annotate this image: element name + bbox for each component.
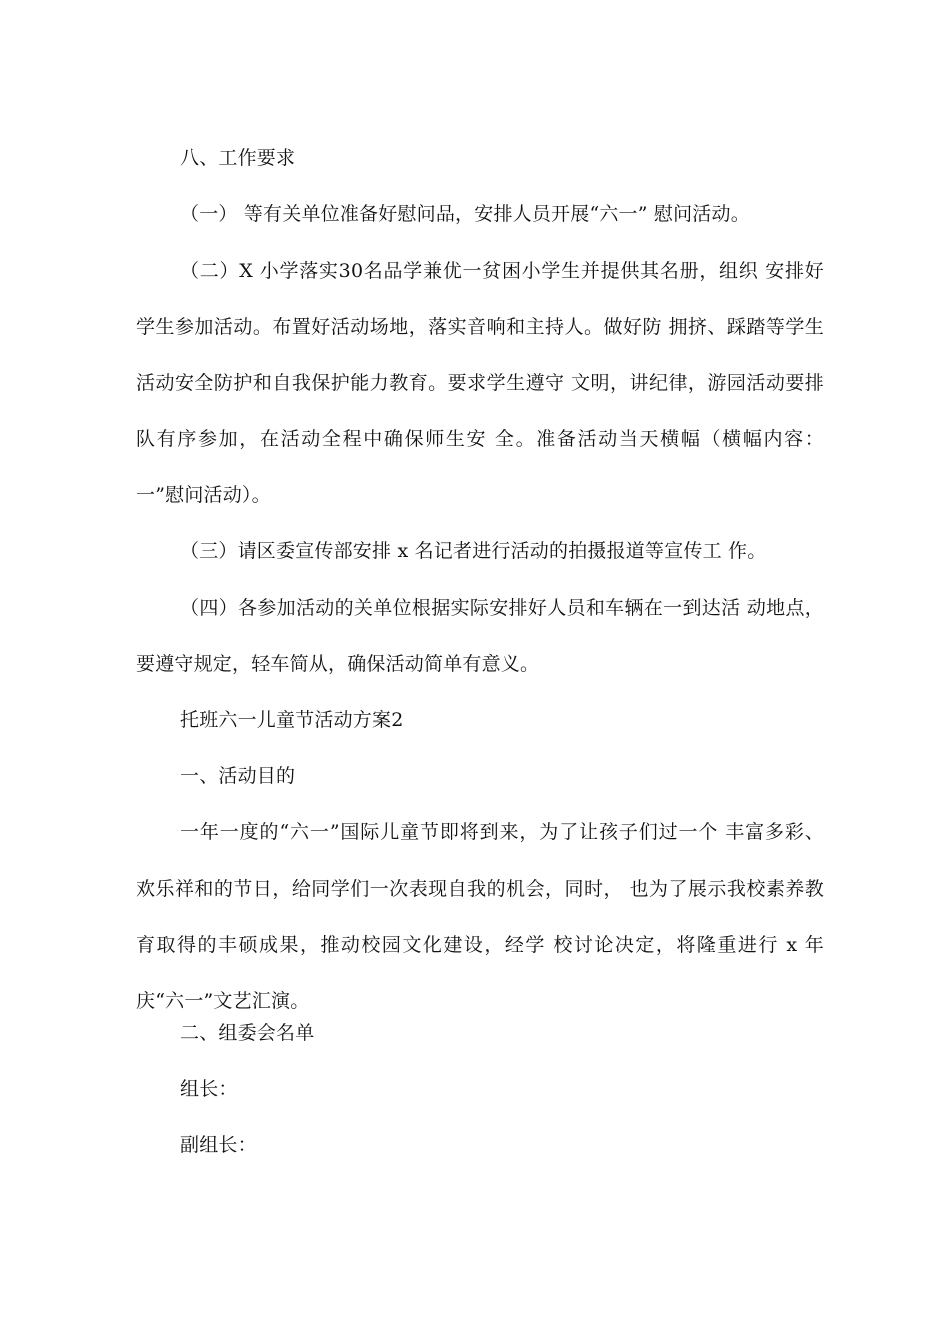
paragraph-line: 活动安全防护和自我保护能力教育。要求学生遵守 文明，讲纪律，游园活动要排	[136, 372, 824, 394]
paragraph-line: （三）请区委宣传部安排 x 名记者进行活动的拍摄报道等宣传工 作。	[180, 540, 767, 562]
committee-deputy-leader-label: 副组长：	[180, 1134, 257, 1156]
section-heading-committee: 二、组委会名单	[180, 1022, 315, 1044]
section-heading-purpose: 一、活动目的	[180, 765, 296, 787]
paragraph-line: 庆“六一”文艺汇演。	[136, 990, 310, 1012]
document-title: 托班六一儿童节活动方案2	[180, 709, 404, 731]
paragraph-line: 一”慰问活动）。	[136, 484, 271, 506]
section-heading-work-requirements: 八、工作要求	[180, 147, 296, 169]
paragraph-line: 一年一度的“六一”国际儿童节即将到来，为了让孩子们过一个 丰富多彩、	[180, 821, 824, 843]
paragraph-line: 要遵守规定，轻车简从，确保活动简单有意义。	[136, 653, 540, 675]
paragraph-line: 育取得的丰硕成果，推动校园文化建设，经学 校讨论决定，将隆重进行 x 年	[136, 934, 824, 956]
committee-leader-label: 组长：	[180, 1078, 238, 1100]
paragraph-line: 学生参加活动。布置好活动场地，落实音响和主持人。做好防 拥挤、踩踏等学生	[136, 316, 824, 338]
paragraph-line: （四）各参加活动的关单位根据实际安排好人员和车辆在一到达活 动地点，	[180, 597, 824, 619]
paragraph-line: 欢乐祥和的节日，给同学们一次表现自我的机会，同时， 也为了展示我校素养教	[136, 878, 824, 900]
paragraph-line: 队有序参加，在活动全程中确保师生安 全。准备活动当天横幅（横幅内容：	[136, 428, 824, 450]
paragraph-line: （一） 等有关单位准备好慰问品，安排人员开展“六一” 慰问活动。	[180, 203, 750, 225]
paragraph-line: （二）X 小学落实30名品学兼优一贫困小学生并提供其名册，组织 安排好	[180, 260, 824, 282]
